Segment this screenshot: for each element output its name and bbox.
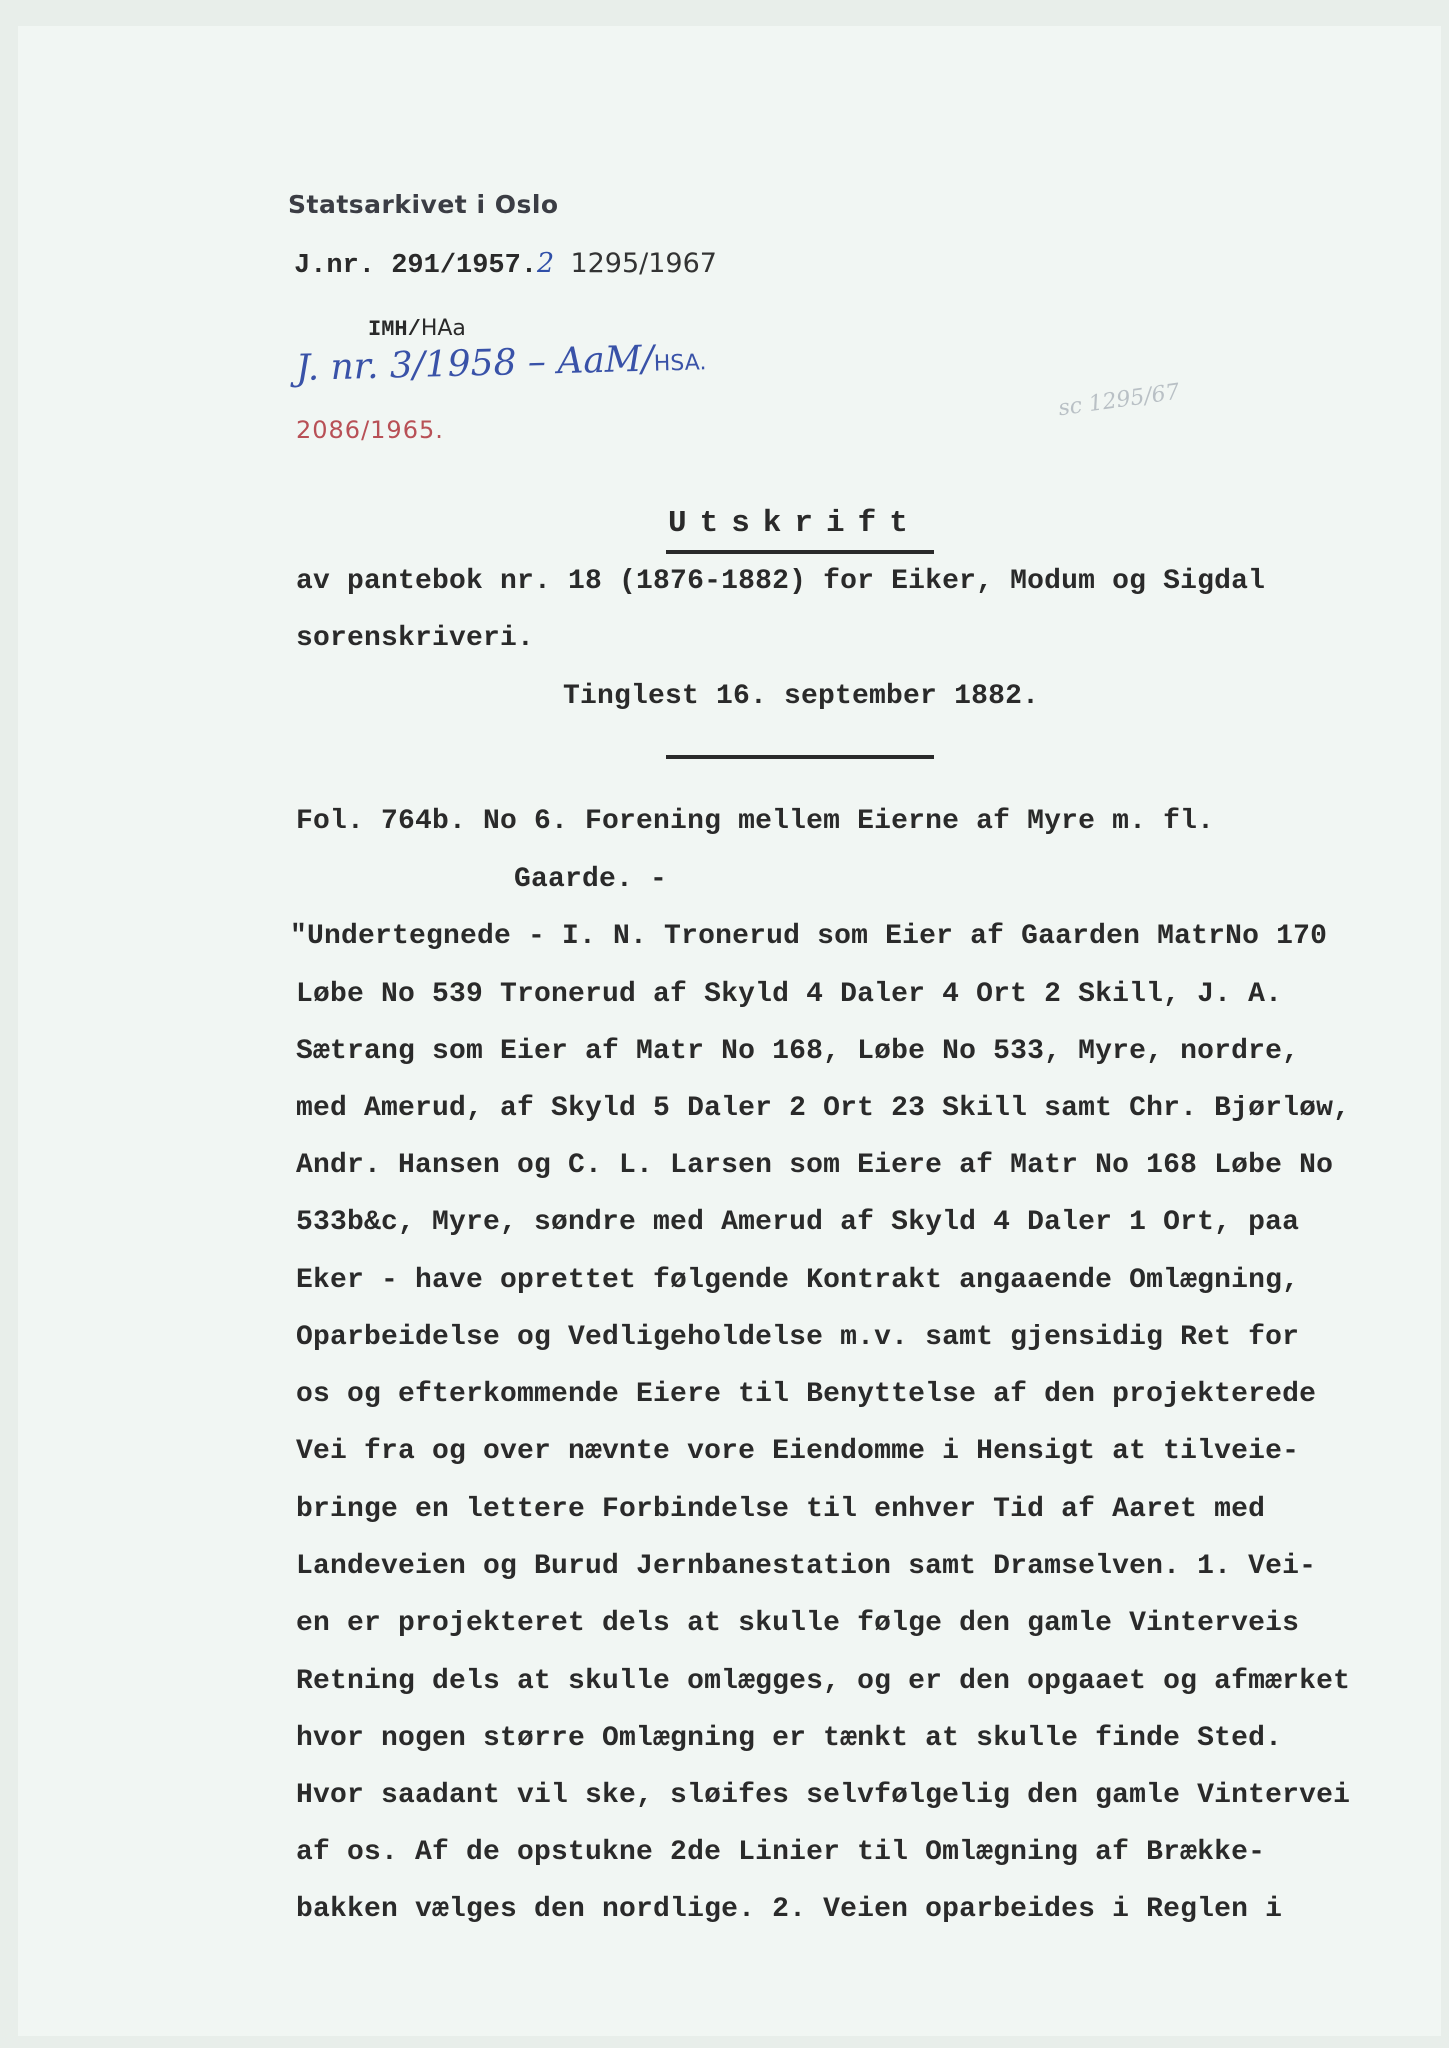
initials-lower: HAa	[420, 316, 466, 341]
document-page	[18, 26, 1441, 2036]
body-line: bringe en lettere Forbindelse til enhver Tid af Aaret med	[296, 1494, 1266, 1525]
body-line: Vei fra og over nævnte vore Eiendomme i Hensigt at tilveie-	[296, 1436, 1300, 1467]
body-line: Sætrang som Eier af Matr No 168, Løbe No 533, Myre, nordre,	[296, 1036, 1300, 1067]
folio-line-cont: Gaarde. -	[514, 864, 668, 895]
body-line: Hvor saadant vil ske, sløifes selvfølgelig den gamle Vintervei	[296, 1780, 1351, 1811]
subtitle-line: sorenskriveri.	[296, 623, 535, 654]
journal-number	[294, 248, 717, 281]
section-divider	[666, 755, 934, 759]
journal-hand-suffix: 2	[537, 248, 555, 279]
handwritten-journal-suffix: HSA.	[653, 350, 707, 377]
folio-line: Fol. 764b. No 6. Forening mellem Eierne af Myre m. fl.	[296, 806, 1215, 837]
title-underline	[666, 550, 934, 554]
body-line: Løbe No 539 Tronerud af Skyld 4 Daler 4 Ort 2 Skill, J. A.	[296, 979, 1283, 1010]
body-line: Oparbeidelse og Vedligeholdelse m.v. samt gjensidig Ret for	[296, 1322, 1300, 1353]
body-line: os og efterkommende Eiere til Benyttelse af den projekterede	[296, 1379, 1317, 1410]
initials-upper: IMH/	[368, 317, 421, 342]
body-line: hvor nogen større Omlægning er tænkt at skulle finde Sted.	[296, 1723, 1283, 1754]
body-line: Eker - have oprettet følgende Kontrakt angaaende Omlægning,	[296, 1265, 1300, 1296]
body-line: af os. Af de opstukne 2de Linier til Omlægning af Brække-	[296, 1837, 1266, 1868]
journal-stamped-number: 1295/1967	[570, 248, 717, 279]
document-title: Utskrift	[668, 506, 921, 541]
body-line: Andr. Hansen og C. L. Larsen som Eiere af Matr No 168 Løbe No	[296, 1150, 1334, 1181]
faint-margin-note: sc 1295/67	[1056, 379, 1182, 422]
handwritten-journal-text: J. nr. 3/1958 – AaM/	[295, 338, 655, 389]
registration-date: Tinglest 16. september 1882.	[563, 681, 1040, 712]
initials	[368, 316, 466, 342]
body-line: "Undertegnede - I. N. Tronerud som Eier af Gaarden MatrNo 170	[290, 921, 1328, 952]
body-line: en er projekteret dels at skulle følge den gamle Vinterveis	[296, 1608, 1300, 1639]
body-line: Landeveien og Burud Jernbanestation samt Dramselven. 1. Vei-	[296, 1551, 1317, 1582]
handwritten-journal	[295, 337, 706, 389]
body-line: Retning dels at skulle omlægges, og er den opgaaet og afmærket	[296, 1666, 1351, 1697]
archive-stamp: Statsarkivet i Oslo	[288, 190, 559, 219]
body-line: med Amerud, af Skyld 5 Daler 2 Ort 23 Skill samt Chr. Bjørløw,	[296, 1093, 1351, 1124]
journal-typed: J.nr. 291/1957.	[294, 251, 538, 281]
red-reference: 2086/1965.	[296, 416, 444, 444]
body-line: bakken vælges den nordlige. 2. Veien oparbeides i Reglen i	[296, 1894, 1283, 1925]
body-line: 533b&c, Myre, søndre med Amerud af Skyld 4 Daler 1 Ort, paa	[296, 1207, 1300, 1238]
subtitle-line: av pantebok nr. 18 (1876-1882) for Eiker, Modum og Sigdal	[296, 566, 1266, 597]
